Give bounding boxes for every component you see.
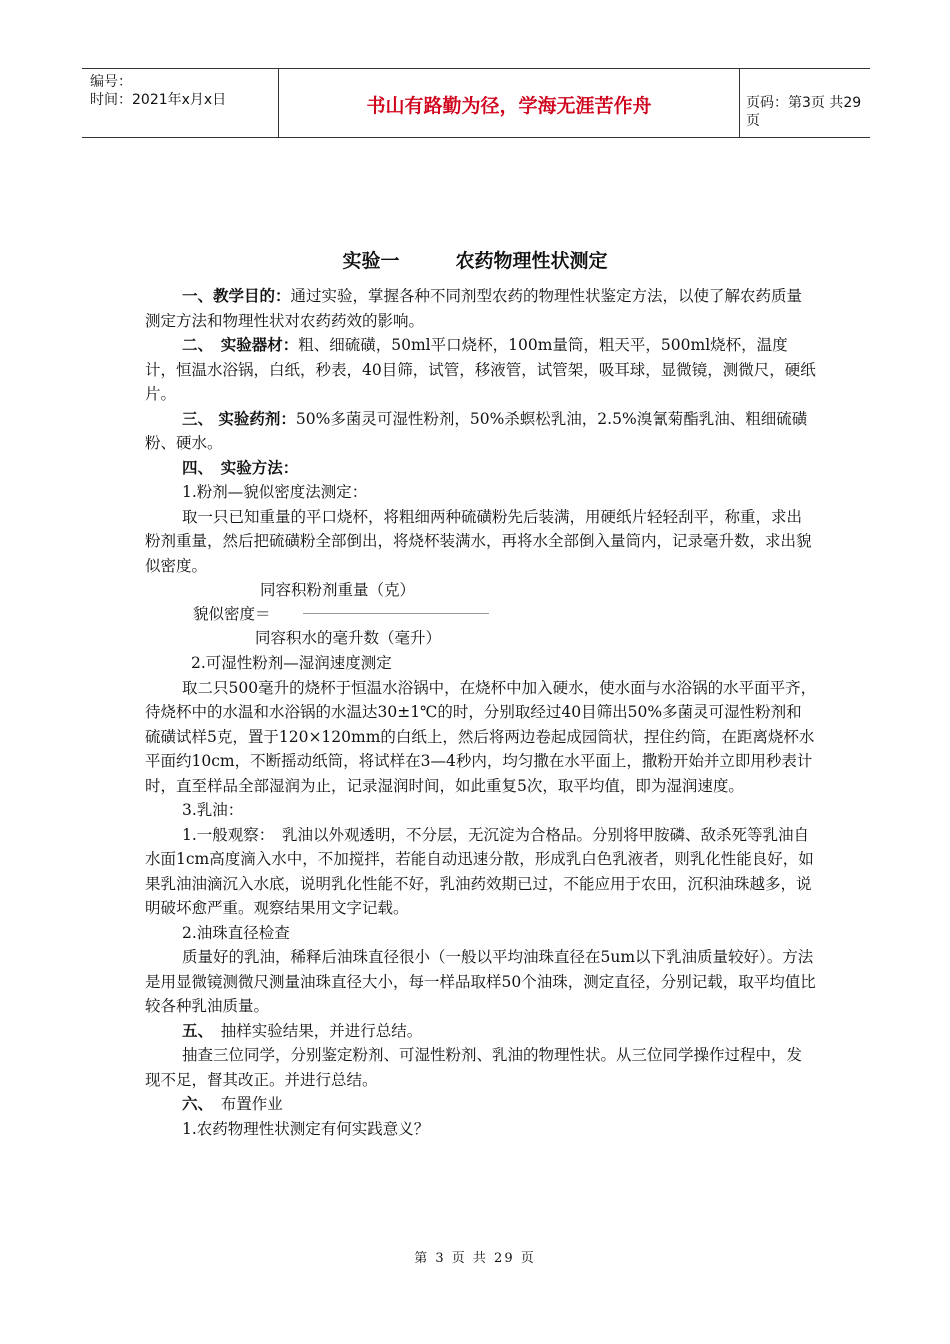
section-2-text: 粗、细硫磺，50ml平口烧杯，100m量筒，粗天平，500ml烧杯，温度计，恒温水浴锅，白纸，秒表，40目筛，试管，移液管，试管架，吸耳球，显微镜，测微尺，硬纸片。: [145, 336, 816, 403]
question-1: 1.农药物理性状测定有何实践意义？: [182, 1119, 430, 1138]
motto: 书山有路勤为径，学海无涯苦作舟: [366, 95, 652, 117]
section-4: [145, 456, 817, 481]
section-6-text: 布置作业: [205, 1095, 283, 1113]
section-3-text: 50%多菌灵可湿性粉剂，50%杀螟松乳油，2.5%溴氰菊酯乳油、粗细硫磺粉、硬水。: [145, 409, 808, 452]
header-right-cell: [738, 69, 870, 137]
method-2-title: 2.可湿性粉剂—湿润速度测定: [191, 654, 392, 672]
formula-denominator: 同容积水的毫升数（毫升）: [255, 629, 442, 647]
section-5-text: 抽样实验结果，并进行总结。: [205, 1021, 423, 1040]
section-5-heading: 五、: [182, 1021, 206, 1040]
method-3a-text: 1.一般观察： 乳油以外观透明，不分层，无沉淀为合格品。分别将甲胺磷、敌杀死等乳油自水面1cm高度滴入水中，不加搅拌，若能自动迅速分散，形成乳白色乳液者，则乳化性能良好，如果乳油油滴沉入水底，说明乳化性能不好，乳油药效期已过，不能应用于农田，沉积油珠越多，说明破坏愈严重。观察结果用文字记载。: [145, 825, 814, 917]
page-title: [0, 246, 950, 273]
method-3b-text: 质量好的乳油，稀释后油珠直径很小（一般以平均油珠直径在5um以下乳油质量较好）。方法是用显微镜测微尺测量油珠直径大小，每一样品取样50个油珠，测定直径，分别记载，取平均值比较各种乳油质量。: [145, 948, 816, 1015]
page-footer: 第 3 页 共 29 页: [414, 1251, 536, 1266]
method-2-text: 取二只500毫升的烧杯于恒温水浴锅中，在烧杯中加入硬水，使水面与水浴锅的水平面平齐，待烧杯中的水温和水浴锅的水温达30±1℃的时，分别取经过40目筛出50%多菌灵可湿性粉剂和硫磺试样5克，置于120×120mm的白纸上，然后将两边卷起成园筒状，捏住约筒，在距离烧杯水平面约10cm，不断摇动纸筒，将试样在3—4秒内，均匀撒在水平面上，撒粉开始并立即用秒表计时，直至样品全部湿润为止，记录湿润时间，如此重复5次，取平均值，即为湿润速度。: [145, 678, 817, 795]
fraction-line: [303, 613, 489, 614]
density-formula: [145, 578, 817, 651]
section-4-heading: 四、 实验方法：: [182, 458, 299, 477]
formula-lhs: 貌似密度＝: [193, 605, 271, 623]
number-label: 编号：: [90, 74, 132, 90]
section-6: [145, 1092, 817, 1117]
header-left-cell: [82, 69, 278, 137]
section-3: [145, 407, 817, 456]
section-1-text: 通过实验，掌握各种不同剂型农药的物理性状鉴定方法，以使了解农药质量测定方法和物理性状对农药药效的影响。: [145, 287, 803, 330]
method-3-title: 3.乳油：: [182, 801, 244, 819]
header-motto-cell: [278, 69, 740, 137]
section-1: [145, 284, 817, 333]
method-1-text: 取一只已知重量的平口烧杯，将粗细两种硫磺粉先后装满，用硬纸片轻轻刮平，称重，求出粉剂重量，然后把硫磺粉全部倒出，将烧杯装满水，再将水全部倒入量筒内，记录毫升数，求出貌似密度。: [145, 507, 812, 575]
section-1-heading: 一、教学目的：: [182, 287, 291, 305]
page-code: 页码：第3页 共29页: [746, 95, 862, 129]
section-5: [145, 1019, 817, 1044]
document-body: [145, 284, 817, 1141]
title-experiment-number: 实验一: [342, 250, 400, 272]
document-header: [82, 68, 870, 138]
formula-numerator: 同容积粉剂重量（克）: [260, 581, 416, 599]
section-5-body: 抽查三位同学，分别鉴定粉剂、可湿性粉剂、乳油的物理性状。从三位同学操作过程中，发现不足，督其改正。并进行总结。: [145, 1046, 803, 1089]
section-3-heading: 三、 实验药剂：: [182, 409, 296, 428]
time-label: 时间：2021年x月x日: [90, 92, 227, 108]
section-6-heading: 六、: [182, 1095, 206, 1113]
section-2: [145, 333, 817, 407]
section-2-heading: 二、 实验器材：: [182, 336, 299, 354]
method-1-title: 1.粉剂—貌似密度法测定：: [182, 483, 368, 501]
title-experiment-name: 农药物理性状测定: [455, 250, 608, 272]
method-3b-title: 2.油珠直径检查: [182, 923, 290, 942]
